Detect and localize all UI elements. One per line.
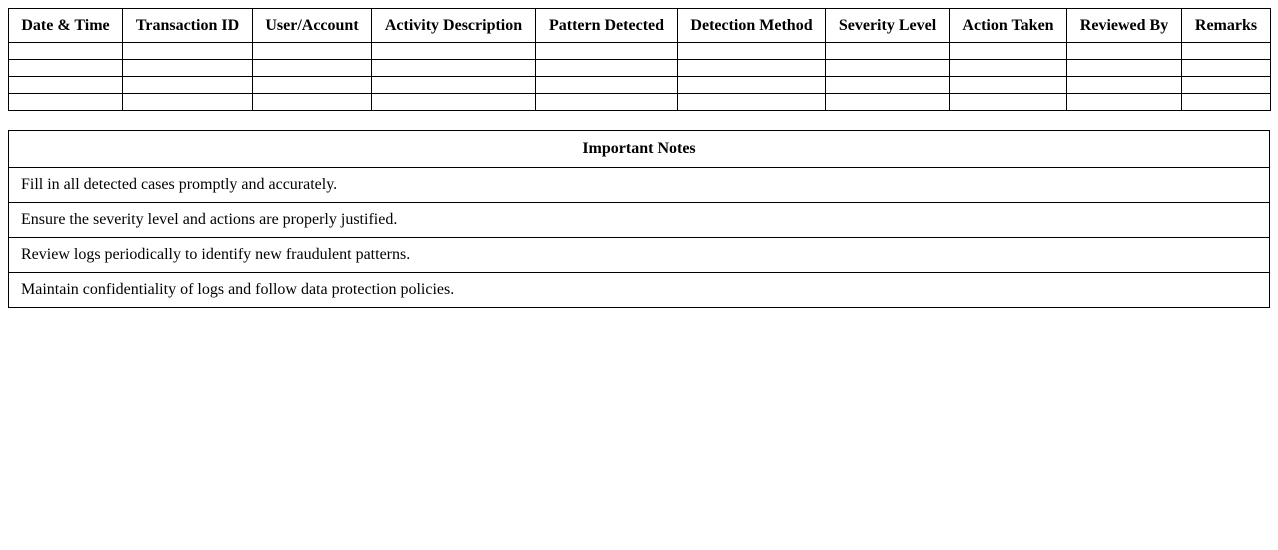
- table-cell[interactable]: [826, 94, 950, 111]
- table-cell[interactable]: [253, 94, 372, 111]
- table-cell[interactable]: [372, 94, 536, 111]
- table-cell[interactable]: [253, 60, 372, 77]
- table-cell[interactable]: [372, 77, 536, 94]
- table-cell[interactable]: [1067, 60, 1182, 77]
- table-cell[interactable]: [536, 43, 678, 60]
- table-cell[interactable]: [950, 60, 1067, 77]
- note-row: [9, 203, 1270, 238]
- table-cell[interactable]: [372, 60, 536, 77]
- table-row: [9, 77, 1271, 94]
- column-header-date-time: Date & Time: [9, 9, 123, 43]
- column-header-detection-method: Detection Method: [678, 9, 826, 43]
- table-cell[interactable]: [1182, 94, 1271, 111]
- note-item: Review logs periodically to identify new fraudulent patterns.: [9, 238, 1270, 273]
- note-item: Maintain confidentiality of logs and follow data protection policies.: [9, 273, 1270, 308]
- column-header-activity-description: Activity Description: [372, 9, 536, 43]
- note-row: [9, 238, 1270, 273]
- column-header-action-taken: Action Taken: [950, 9, 1067, 43]
- column-header-reviewed-by: Reviewed By: [1067, 9, 1182, 43]
- table-cell[interactable]: [372, 43, 536, 60]
- table-cell[interactable]: [950, 77, 1067, 94]
- note-row: [9, 273, 1270, 308]
- table-cell[interactable]: [253, 77, 372, 94]
- table-cell[interactable]: [950, 43, 1067, 60]
- table-row: [9, 94, 1271, 111]
- table-cell[interactable]: [1067, 94, 1182, 111]
- column-header-pattern-detected: Pattern Detected: [536, 9, 678, 43]
- table-cell[interactable]: [950, 94, 1067, 111]
- table-cell[interactable]: [536, 94, 678, 111]
- table-cell[interactable]: [9, 43, 123, 60]
- table-row: [9, 60, 1271, 77]
- table-cell[interactable]: [253, 43, 372, 60]
- table-cell[interactable]: [9, 77, 123, 94]
- table-cell[interactable]: [1182, 60, 1271, 77]
- table-cell[interactable]: [1182, 43, 1271, 60]
- column-header-user-account: User/Account: [253, 9, 372, 43]
- table-cell[interactable]: [123, 60, 253, 77]
- column-header-remarks: Remarks: [1182, 9, 1271, 43]
- table-cell[interactable]: [678, 94, 826, 111]
- table-row: [9, 43, 1271, 60]
- important-notes-table: [8, 130, 1270, 308]
- table-cell[interactable]: [826, 60, 950, 77]
- table-cell[interactable]: [678, 43, 826, 60]
- table-cell[interactable]: [678, 60, 826, 77]
- table-cell[interactable]: [123, 94, 253, 111]
- table-cell[interactable]: [9, 94, 123, 111]
- table-cell[interactable]: [536, 77, 678, 94]
- column-header-transaction-id: Transaction ID: [123, 9, 253, 43]
- note-row: [9, 168, 1270, 203]
- table-cell[interactable]: [123, 43, 253, 60]
- table-header-row: [9, 9, 1271, 43]
- table-cell[interactable]: [826, 77, 950, 94]
- notes-title: Important Notes: [9, 131, 1270, 168]
- table-cell[interactable]: [1182, 77, 1271, 94]
- notes-header-row: [9, 131, 1270, 168]
- column-header-severity-level: Severity Level: [826, 9, 950, 43]
- note-item: Fill in all detected cases promptly and accurately.: [9, 168, 1270, 203]
- table-cell[interactable]: [536, 60, 678, 77]
- table-cell[interactable]: [1067, 43, 1182, 60]
- note-item: Ensure the severity level and actions are properly justified.: [9, 203, 1270, 238]
- table-cell[interactable]: [678, 77, 826, 94]
- table-cell[interactable]: [1067, 77, 1182, 94]
- table-cell[interactable]: [9, 60, 123, 77]
- table-cell[interactable]: [123, 77, 253, 94]
- table-cell[interactable]: [826, 43, 950, 60]
- fraud-log-table: [8, 8, 1271, 111]
